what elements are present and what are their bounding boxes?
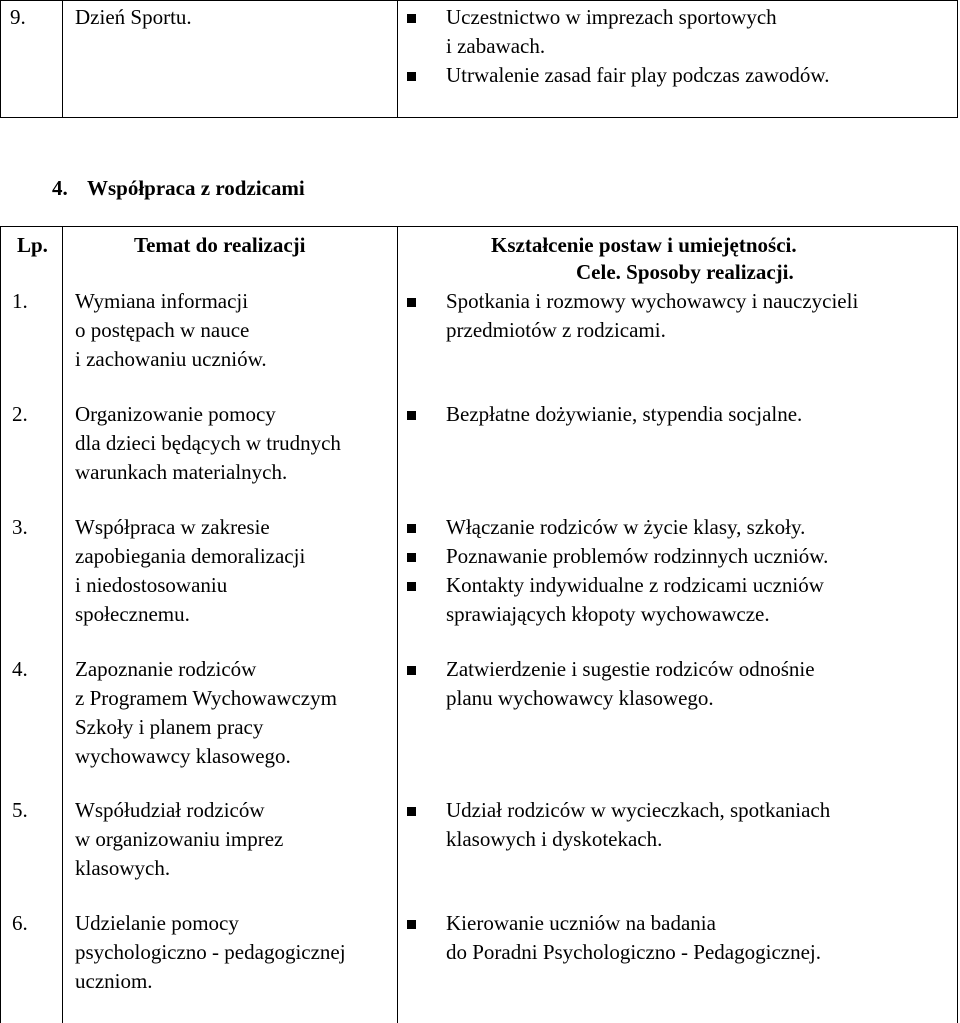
top-col-divider-2: [397, 0, 398, 118]
row-2-bullet-1-line-1: Bezpłatne dożywianie, stypendia socjalne.: [446, 402, 803, 426]
bullet-icon: [407, 298, 416, 307]
row-6-number: 6.: [12, 911, 28, 935]
row-5-bullet-1-line-2: klasowych i dyskotekach.: [446, 827, 663, 851]
row-4-bullet-1-line-1: Zatwierdzenie i sugestie rodziców odnośnie: [446, 657, 815, 681]
top-col-divider-1: [62, 0, 63, 118]
row-4-number: 4.: [12, 657, 28, 681]
row-4-topic-line-4: wychowawcy klasowego.: [75, 744, 291, 768]
bullet-icon: [407, 524, 416, 533]
row-3-topic-line-4: społecznemu.: [75, 602, 190, 626]
header-lp: Lp.: [17, 233, 48, 257]
header-goals-line-1: Kształcenie postaw i umiejętności.: [491, 233, 797, 257]
section-title: Współpraca z rodzicami: [87, 176, 305, 200]
bullet-icon: [407, 553, 416, 562]
bullet-icon: [407, 920, 416, 929]
row-1-bullet-1-line-2: przedmiotów z rodzicami.: [446, 318, 666, 342]
main-col-divider-2: [397, 226, 398, 1023]
row-1-number: 1.: [12, 289, 28, 313]
row-1-topic-line-1: Wymiana informacji: [75, 289, 249, 313]
row-3-bullet-3-line-2: sprawiających kłopoty wychowawcze.: [446, 602, 770, 626]
top-row-title: Dzień Sportu.: [75, 5, 192, 29]
row-3-topic-line-2: zapobiegania demoralizacji: [75, 544, 306, 568]
row-6-bullet-1-line-1: Kierowanie uczniów na badania: [446, 911, 716, 935]
row-3-bullet-3-line-1: Kontakty indywidualne z rodzicami uczniów: [446, 573, 824, 597]
top-bullet-1-line-1: Uczestnictwo w imprezach sportowych: [446, 5, 777, 29]
header-topic: Temat do realizacji: [134, 233, 306, 257]
section-number: 4.: [52, 176, 68, 200]
row-4-topic-line-2: z Programem Wychowawczym: [75, 686, 337, 710]
row-2-topic-line-1: Organizowanie pomocy: [75, 402, 276, 426]
row-6-topic-line-1: Udzielanie pomocy: [75, 911, 239, 935]
row-4-bullet-1-line-2: planu wychowawcy klasowego.: [446, 686, 714, 710]
bullet-icon: [407, 666, 416, 675]
row-3-number: 3.: [12, 515, 28, 539]
row-2-number: 2.: [12, 402, 28, 426]
row-3-topic-line-1: Współpraca w zakresie: [75, 515, 270, 539]
row-4-topic-line-1: Zapoznanie rodziców: [75, 657, 257, 681]
bullet-icon: [407, 72, 416, 81]
row-3-bullet-1-line-1: Włączanie rodziców w życie klasy, szkoły.: [446, 515, 806, 539]
row-1-bullet-1-line-1: Spotkania i rozmowy wychowawcy i nauczycieli: [446, 289, 859, 313]
header-goals-line-2: Cele. Sposoby realizacji.: [576, 260, 794, 284]
row-5-topic-line-2: w organizowaniu imprez: [75, 827, 284, 851]
bullet-icon: [407, 582, 416, 591]
row-6-topic-line-3: uczniom.: [75, 969, 153, 993]
row-5-topic-line-3: klasowych.: [75, 856, 171, 880]
row-2-topic-line-3: warunkach materialnych.: [75, 460, 288, 484]
bullet-icon: [407, 411, 416, 420]
main-col-divider-1: [62, 226, 63, 1023]
row-1-topic-line-3: i zachowaniu uczniów.: [75, 347, 267, 371]
row-6-topic-line-2: psychologiczno - pedagogicznej: [75, 940, 346, 964]
bullet-icon: [407, 807, 416, 816]
row-5-topic-line-1: Współudział rodziców: [75, 798, 265, 822]
row-4-topic-line-3: Szkoły i planem pracy: [75, 715, 264, 739]
bullet-icon: [407, 14, 416, 23]
row-3-topic-line-3: i niedostosowaniu: [75, 573, 228, 597]
row-3-bullet-2-line-1: Poznawanie problemów rodzinnych uczniów.: [446, 544, 829, 568]
top-bullet-1-line-2: i zabawach.: [446, 34, 546, 58]
row-5-bullet-1-line-1: Udział rodziców w wycieczkach, spotkaniach: [446, 798, 831, 822]
row-1-topic-line-2: o postępach w nauce: [75, 318, 250, 342]
row-2-topic-line-2: dla dzieci będących w trudnych: [75, 431, 341, 455]
row-6-bullet-1-line-2: do Poradni Psychologiczno - Pedagogicznej.: [446, 940, 822, 964]
row-5-number: 5.: [12, 798, 28, 822]
top-row-number: 9.: [10, 5, 26, 29]
top-bullet-2-line-1: Utrwalenie zasad fair play podczas zawodów.: [446, 63, 830, 87]
